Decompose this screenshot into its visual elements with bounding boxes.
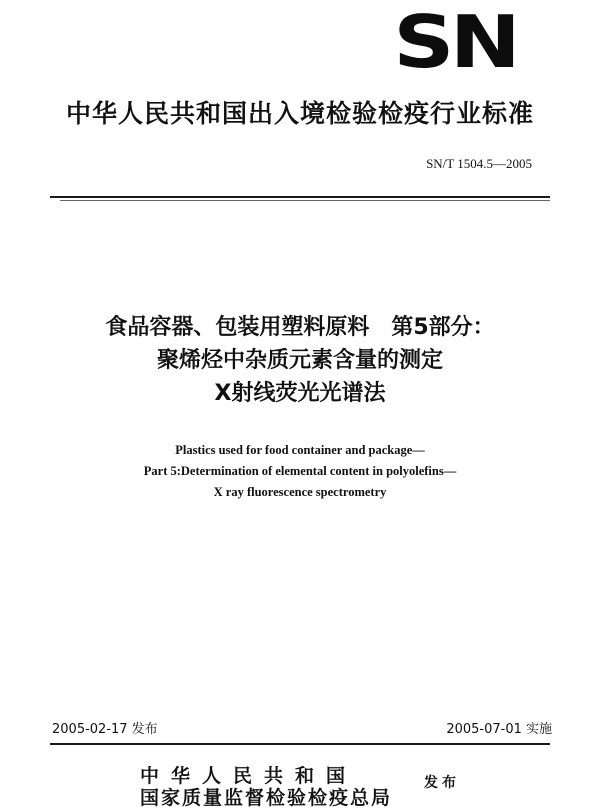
english-title-line-2: Part 5:Determination of elemental content in polyolefins— — [143, 464, 457, 478]
issue-date: 2005-02-17 发布 — [52, 722, 158, 737]
publisher-line-1: 中华人民共和国 — [140, 765, 358, 787]
english-title — [0, 440, 600, 503]
chinese-title — [0, 311, 600, 410]
publish-label: 发布 — [424, 775, 460, 791]
sn-logo: SN — [393, 0, 516, 84]
english-title-line-3: X ray fluorescence spectrometry — [213, 485, 387, 499]
header-rule — [50, 196, 550, 198]
chinese-title-line-1: 食品容器、包装用塑料原料 第5部分： — [105, 315, 495, 340]
footer-rule — [50, 743, 550, 745]
english-title-line-1: Plastics used for food container and package— — [175, 443, 425, 457]
implementation-date: 2005-07-01 实施 — [446, 722, 552, 737]
standard-code: SN/T 1504.5—2005 — [426, 156, 532, 171]
publisher-line-2: 国家质量监督检验检疫总局 — [140, 787, 393, 809]
issuer-title: 中华人民共和国出入境检验检疫行业标准 — [65, 99, 534, 128]
header-rule-thin — [60, 200, 550, 201]
chinese-title-line-3: X射线荧光光谱法 — [214, 381, 386, 406]
chinese-title-line-2: 聚烯烃中杂质元素含量的测定 — [156, 348, 443, 373]
